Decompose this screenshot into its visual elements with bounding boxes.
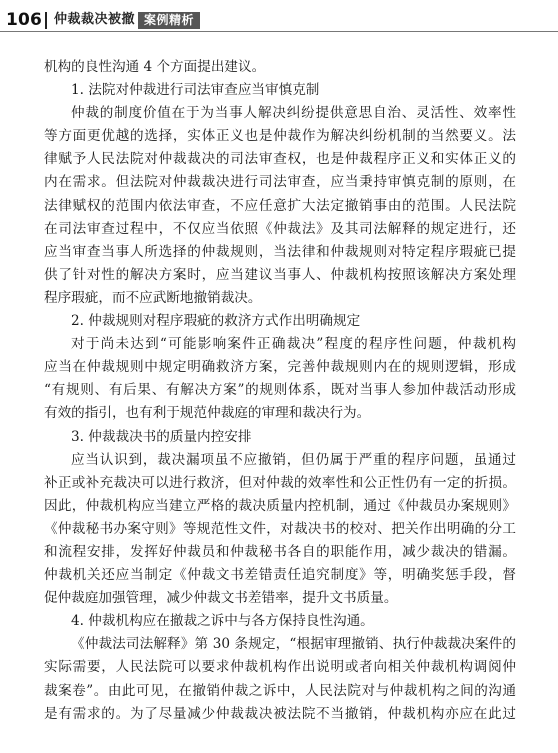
text-line: 内在需求。但法院对仲裁裁决进行司法审查，应当秉持审慎克制的原则，在 [44, 174, 516, 191]
body-text [44, 56, 516, 726]
text-line: 因此，仲裁机构应当建立严格的裁决质量内控机制，通过《仲裁员办案规则》 [44, 497, 516, 514]
text-line: 仲裁机关还应当制定《仲裁文书差错责任追究制度》等，明确奖惩手段，督 [44, 567, 516, 584]
section-heading: 3. 仲裁裁决书的质量内控安排 [71, 428, 252, 445]
text-line: 补正或补充裁决可以进行救济，但对仲裁的效率性和公正性仍有一定的折损。 [44, 474, 516, 491]
text-line: 裁案卷”。由此可见，在撤销仲裁之诉中，人民法院对与仲裁机构之间的沟通 [44, 682, 516, 699]
header-separator [45, 12, 47, 29]
text-line: 《仲裁秘书办案守则》等规范性文件，对裁决书的校对、把关作出明确的分工 [44, 520, 516, 537]
section-heading: 2. 仲裁规则对程序瑕疵的救济方式作出明确规定 [71, 313, 361, 330]
text-line: 实际需要，人民法院可以要求仲裁机构作出说明或者向相关仲裁机构调阅仲 [44, 659, 516, 676]
text-line: 应当在仲裁规则中规定明确救济方案，完善仲裁规则内在的规则逻辑，形成 [44, 359, 516, 376]
book-title: 仲裁裁决被撤 [54, 12, 136, 27]
text-line: 有效的指引，也有利于规范仲裁庭的审理和裁决行为。 [44, 405, 371, 422]
text-line: 对于尚未达到“可能影响案件正确裁决”程度的程序性问题，仲裁机构 [71, 336, 516, 353]
text-line: 法律赋权的范围内依法审查，不应任意扩大法定撤销事由的范围。人民法院 [44, 197, 516, 214]
text-line: 律赋予人民法院对仲裁裁决的司法审查权，也是仲裁程序正义和实体正义的 [44, 151, 516, 168]
page-number: 106 [6, 10, 43, 30]
text-line: 供了针对性的解决方案时，应当建议当事人、仲裁机构按照该解决方案处理 [44, 266, 516, 283]
section-heading: 1. 法院对仲裁进行司法审查应当审慎克制 [71, 82, 320, 99]
text-line: “有规则、有后果、有解决方案”的规则体系，既对当事人参加仲裁活动形成 [44, 382, 516, 399]
text-line: 《仲裁法司法解释》第 30 条规定，“根据审理撤销、执行仲裁裁决案件的 [71, 636, 516, 653]
text-line: 在司法审查过程中，不仅应当依照《仲裁法》及其司法解释的规定进行，还 [44, 220, 516, 237]
text-line: 和流程安排，发挥好仲裁员和仲裁秘书各自的职能作用，减少裁决的错漏。 [44, 543, 516, 560]
text-line: 促仲裁庭加强管理，减少仲裁文书差错率，提升文书质量。 [44, 590, 398, 607]
text-line: 仲裁的制度价值在于为当事人解决纠纷提供意思自治、灵活性、效率性 [71, 105, 516, 122]
header-rule [0, 31, 558, 32]
text-line: 程序瑕疵，而不应武断地撤销裁决。 [44, 289, 262, 306]
text-line: 是有需求的。为了尽量减少仲裁裁决被法院不当撤销，仲裁机构亦应在此过 [44, 705, 516, 722]
section-heading: 4. 仲裁机构应在撤裁之诉中与各方保持良性沟通。 [71, 613, 374, 630]
text-line: 应当认识到，裁决漏项虽不应撤销，但仍属于严重的程序问题，虽通过 [71, 451, 516, 468]
text-line: 应当审查当事人所选择的仲裁规则，当法律和仲裁规则对特定程序瑕疵已提 [44, 243, 516, 260]
section-tag: 案例精析 [138, 12, 200, 29]
text-line: 等方面更优越的选择，实体正义也是仲裁作为解决纠纷机制的当然要义。法 [44, 128, 516, 145]
text-line: 机构的良性沟通 4 个方面提出建议。 [44, 59, 266, 75]
